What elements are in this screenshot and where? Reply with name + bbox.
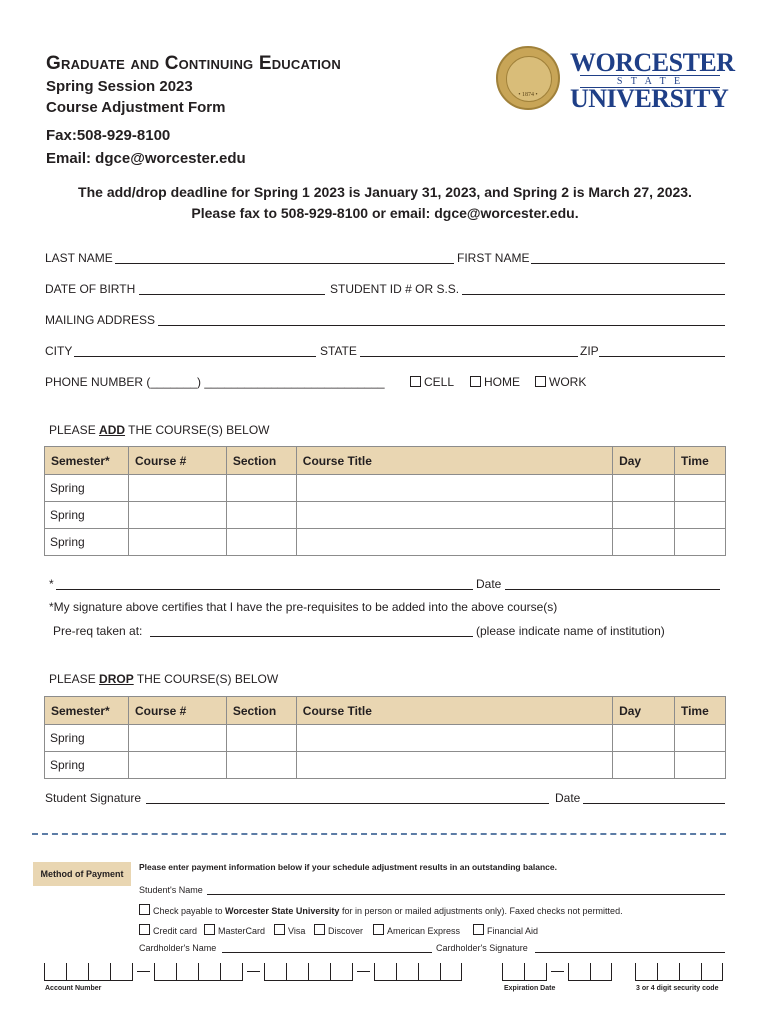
work-label: WORK: [549, 375, 587, 389]
visa-option[interactable]: Visa: [274, 924, 305, 936]
table-row: [45, 752, 726, 779]
first-name-field[interactable]: [531, 263, 725, 264]
form-title: Graduate and Continuing Education: [46, 53, 341, 74]
student-signature-field[interactable]: [146, 803, 549, 804]
student-signature-label: Student Signature: [45, 791, 142, 805]
method-of-payment-label: Method of Payment: [33, 862, 131, 886]
course-title-cell[interactable]: [296, 502, 612, 529]
course-title-cell[interactable]: [296, 475, 612, 502]
add-courses-table: [44, 446, 726, 556]
fax-number: Fax:508-929-8100: [46, 127, 171, 144]
university-seal-icon: [496, 46, 560, 110]
drop-courses-table: [44, 696, 726, 779]
prereq-note: (please indicate name of institution): [476, 624, 665, 638]
mailing-address-field[interactable]: [158, 325, 725, 326]
day-cell[interactable]: [613, 475, 675, 502]
prereq-field[interactable]: [150, 636, 473, 637]
check-option[interactable]: Check payable to Worcester State University for in person or mailed adjustments only). Faxed checks not permitted.: [139, 904, 623, 916]
course-number-cell[interactable]: [128, 725, 226, 752]
discover-checkbox[interactable]: [314, 924, 325, 935]
cell-label: CELL: [424, 375, 455, 389]
check-checkbox[interactable]: [139, 904, 150, 915]
account-number-label: Account Number: [45, 985, 102, 992]
col-day: Day: [613, 447, 675, 475]
col-section: Section: [226, 447, 296, 475]
home-checkbox[interactable]: [470, 376, 481, 387]
drop-table-header: [45, 697, 726, 725]
semester-cell: Spring: [45, 502, 129, 529]
cell-option[interactable]: [410, 375, 454, 389]
cell-checkbox[interactable]: [410, 376, 421, 387]
work-checkbox[interactable]: [535, 376, 546, 387]
table-row: [45, 529, 726, 556]
expiration-date-boxes[interactable]: [502, 963, 612, 981]
course-title-cell[interactable]: [296, 752, 612, 779]
zip-field[interactable]: [599, 356, 725, 357]
last-name-field[interactable]: [115, 263, 454, 264]
section-cell[interactable]: [226, 502, 296, 529]
day-cell[interactable]: [613, 752, 675, 779]
col-day: Day: [613, 697, 675, 725]
col-time: Time: [674, 447, 725, 475]
course-title-cell[interactable]: [296, 529, 612, 556]
col-semester: Semester*: [45, 697, 129, 725]
session-title: Spring Session 2023: [46, 78, 193, 95]
student-id-field[interactable]: [462, 294, 725, 295]
add-keyword: ADD: [99, 423, 126, 437]
col-course-title: Course Title: [296, 447, 612, 475]
form-name: Course Adjustment Form: [46, 99, 226, 116]
visa-checkbox[interactable]: [274, 924, 285, 935]
discover-option[interactable]: Discover: [314, 924, 363, 936]
financial-aid-checkbox[interactable]: [473, 924, 484, 935]
security-code-boxes[interactable]: [635, 963, 723, 981]
course-title-cell[interactable]: [296, 725, 612, 752]
day-cell[interactable]: [613, 725, 675, 752]
american-express-option[interactable]: American Express: [373, 924, 460, 936]
dob-field[interactable]: [139, 294, 325, 295]
col-section: Section: [226, 697, 296, 725]
col-course-number: Course #: [128, 447, 226, 475]
email-address: Email: dgce@worcester.edu: [46, 150, 246, 167]
time-cell[interactable]: [674, 725, 725, 752]
work-option[interactable]: [535, 375, 586, 389]
cardholder-name-label: Cardholder's Name: [139, 943, 217, 953]
section-cell[interactable]: [226, 752, 296, 779]
dob-label: DATE OF BIRTH: [45, 282, 136, 296]
add-table-header: [45, 447, 726, 475]
time-cell[interactable]: [674, 502, 725, 529]
state-label: STATE: [320, 344, 357, 358]
table-row: [45, 725, 726, 752]
cardholder-signature-label: Cardholder's Signature: [436, 943, 528, 953]
drop-section-heading: PLEASE DROP THE COURSE(S) BELOW: [49, 672, 279, 686]
drop-keyword: DROP: [99, 672, 134, 686]
prereq-certification: *My signature above certifies that I have the pre-requisites to be added into the above course(s): [49, 600, 558, 614]
course-number-cell[interactable]: [128, 502, 226, 529]
col-course-number: Course #: [128, 697, 226, 725]
add-signature-asterisk: *: [49, 577, 54, 591]
mailing-address-label: MAILING ADDRESS: [45, 313, 156, 327]
american-express-checkbox[interactable]: [373, 924, 384, 935]
zip-label: ZIP: [580, 344, 599, 358]
students-name-label: Student's Name: [139, 885, 203, 895]
city-field[interactable]: [74, 356, 316, 357]
course-number-cell[interactable]: [128, 529, 226, 556]
col-semester: Semester*: [45, 447, 129, 475]
section-cell[interactable]: [226, 475, 296, 502]
col-course-title: Course Title: [296, 697, 612, 725]
add-signature-field[interactable]: [56, 589, 473, 590]
table-row: [45, 475, 726, 502]
credit-card-checkbox[interactable]: [139, 924, 150, 935]
last-name-label: LAST NAME: [45, 251, 113, 265]
prereq-label: Pre-req taken at:: [53, 624, 143, 638]
semester-cell: Spring: [45, 752, 129, 779]
logo-university: UNIVERSITY: [570, 84, 729, 113]
account-number-boxes[interactable]: [44, 963, 462, 981]
col-time: Time: [674, 697, 725, 725]
semester-cell: Spring: [45, 475, 129, 502]
add-date-field[interactable]: [505, 589, 720, 590]
phone-number-field[interactable]: PHONE NUMBER (_______) ___________________________: [45, 375, 385, 389]
day-cell[interactable]: [613, 529, 675, 556]
drop-date-field[interactable]: [583, 803, 725, 804]
mastercard-option[interactable]: MasterCard: [204, 924, 265, 936]
deadline-line1: The add/drop deadline for Spring 1 2023 is January 31, 2023, and Spring 2 is March 27, 2023.: [78, 184, 692, 200]
time-cell[interactable]: [674, 529, 725, 556]
credit-card-option[interactable]: Credit card: [139, 924, 197, 936]
state-field[interactable]: [360, 356, 578, 357]
time-cell[interactable]: [674, 752, 725, 779]
expiration-date-label: Expiration Date: [504, 985, 556, 992]
course-number-cell[interactable]: [128, 752, 226, 779]
cardholder-name-field[interactable]: [222, 952, 432, 953]
day-cell[interactable]: [613, 502, 675, 529]
mastercard-checkbox[interactable]: [204, 924, 215, 935]
time-cell[interactable]: [674, 475, 725, 502]
first-name-label: FIRST NAME: [457, 251, 530, 265]
city-label: CITY: [45, 344, 73, 358]
add-section-heading: PLEASE ADD THE COURSE(S) BELOW: [49, 423, 270, 437]
student-id-label: STUDENT ID # OR S.S.: [330, 282, 460, 296]
students-name-field[interactable]: [207, 894, 725, 895]
add-date-label: Date: [476, 577, 502, 591]
home-option[interactable]: [470, 375, 520, 389]
logo-worcester: WORCESTER: [570, 48, 735, 77]
deadline-line2: Please fax to 508-929-8100 or email: dgce@worcester.edu.: [191, 205, 579, 221]
course-number-cell[interactable]: [128, 475, 226, 502]
seal-year: • 1874 •: [518, 92, 538, 98]
semester-cell: Spring: [45, 725, 129, 752]
payment-instruction: Please enter payment information below if your schedule adjustment results in an outstanding balance.: [139, 862, 558, 872]
semester-cell: Spring: [45, 529, 129, 556]
financial-aid-option[interactable]: Financial Aid: [473, 924, 538, 936]
drop-date-label: Date: [555, 791, 581, 805]
section-cell[interactable]: [226, 529, 296, 556]
home-label: HOME: [484, 375, 520, 389]
cardholder-signature-field[interactable]: [535, 952, 725, 953]
table-row: [45, 502, 726, 529]
logo-state: S T A T E: [580, 75, 720, 88]
security-code-label: 3 or 4 digit security code: [636, 985, 719, 992]
cut-line: [32, 833, 726, 835]
section-cell[interactable]: [226, 725, 296, 752]
